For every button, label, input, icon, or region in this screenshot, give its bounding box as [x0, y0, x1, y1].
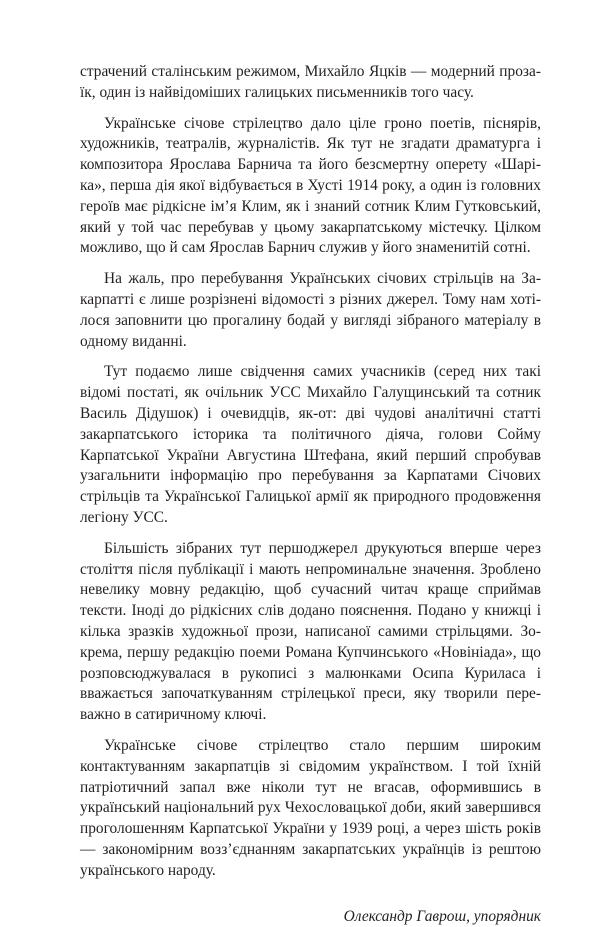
document-page [80, 62, 541, 927]
paragraph-1: страчений сталінським режимом, Михайло Яцків — модерний прозаїк, один із найвідоміших галицьких письменників того часу. [80, 63, 541, 101]
author-signature: Олександр Гаврош, упорядник [343, 908, 541, 926]
paragraph-6: Українське січове стрілецтво стало першим широким контактуванням закарпатців зі свідомим українством. І той їхній патріотичний запал вже ніколи тут не вгасав, оформившись в український національний рух Чехословацької доби, який завершився проголошенням Карпатської України у 1939 році, а через шість років — закономірним возз’єднанням закарпатських українців із рештою українського народу. [80, 736, 541, 879]
paragraph-4: Тут подаємо лише свідчення самих учасників (серед них такі відомі постаті, як очільник УСС Михайло Галущинський та сотник Василь Дідушок) і очевидців, як-от: дві чудові аналітичні статті закарпатського історика та політичного діяча, голови Сойму Карпатської України Августина Штефана, який перший спробував узагальнити інформацію про перебування за Карпатами Січових стрільців та Української Галицької армії як природного продовження легіону УСС. [80, 363, 541, 526]
paragraph-2: Українське січове стрілецтво дало ціле гроно поетів, піснярів, художників, театралів, журналістів. Як тут не згадати драматурга і композитора Ярослава Барнича та його безсмертну оперету «Шаріка», перша дія якої відбувається в Хусті 1914 року, а один із головних героїв має рідкісне ім’я Клим, як і знаний сотник Клим Гутковський, який у той час перебував у цьому закарпатському містечку. Цілком можливо, що й сам Ярослав Барнич служив у його знаменитій сотні. [80, 114, 541, 257]
paragraph-5: Більшість зібраних тут першоджерел друкуються вперше через століття після публікації і мають непроминальне значення. Зроблено невелику мовну редакцію, щоб сучасний читач краще сприймав тексти. Іноді до рідкісних слів додано пояснення. Подано у книжці і кілька зразків художньої прози, написаної самими стрільцями. Зокрема, першу редакцію поеми Романа Купчинського «Новініада», що розповсюджувалася в рукописі з малюнками Осипа Куриласа і вважається започаткуванням стрілецької преси, яку творили переважно в сатиричному ключі. [80, 539, 541, 724]
paragraph-3: На жаль, про перебування Українських січових стрільців на Закарпатті є лише розрізнені відомості з різних джерел. Тому нам хотілося заповнити цю прогалину бодай у вигляді зібраного матеріалу в одному виданні. [80, 270, 541, 350]
